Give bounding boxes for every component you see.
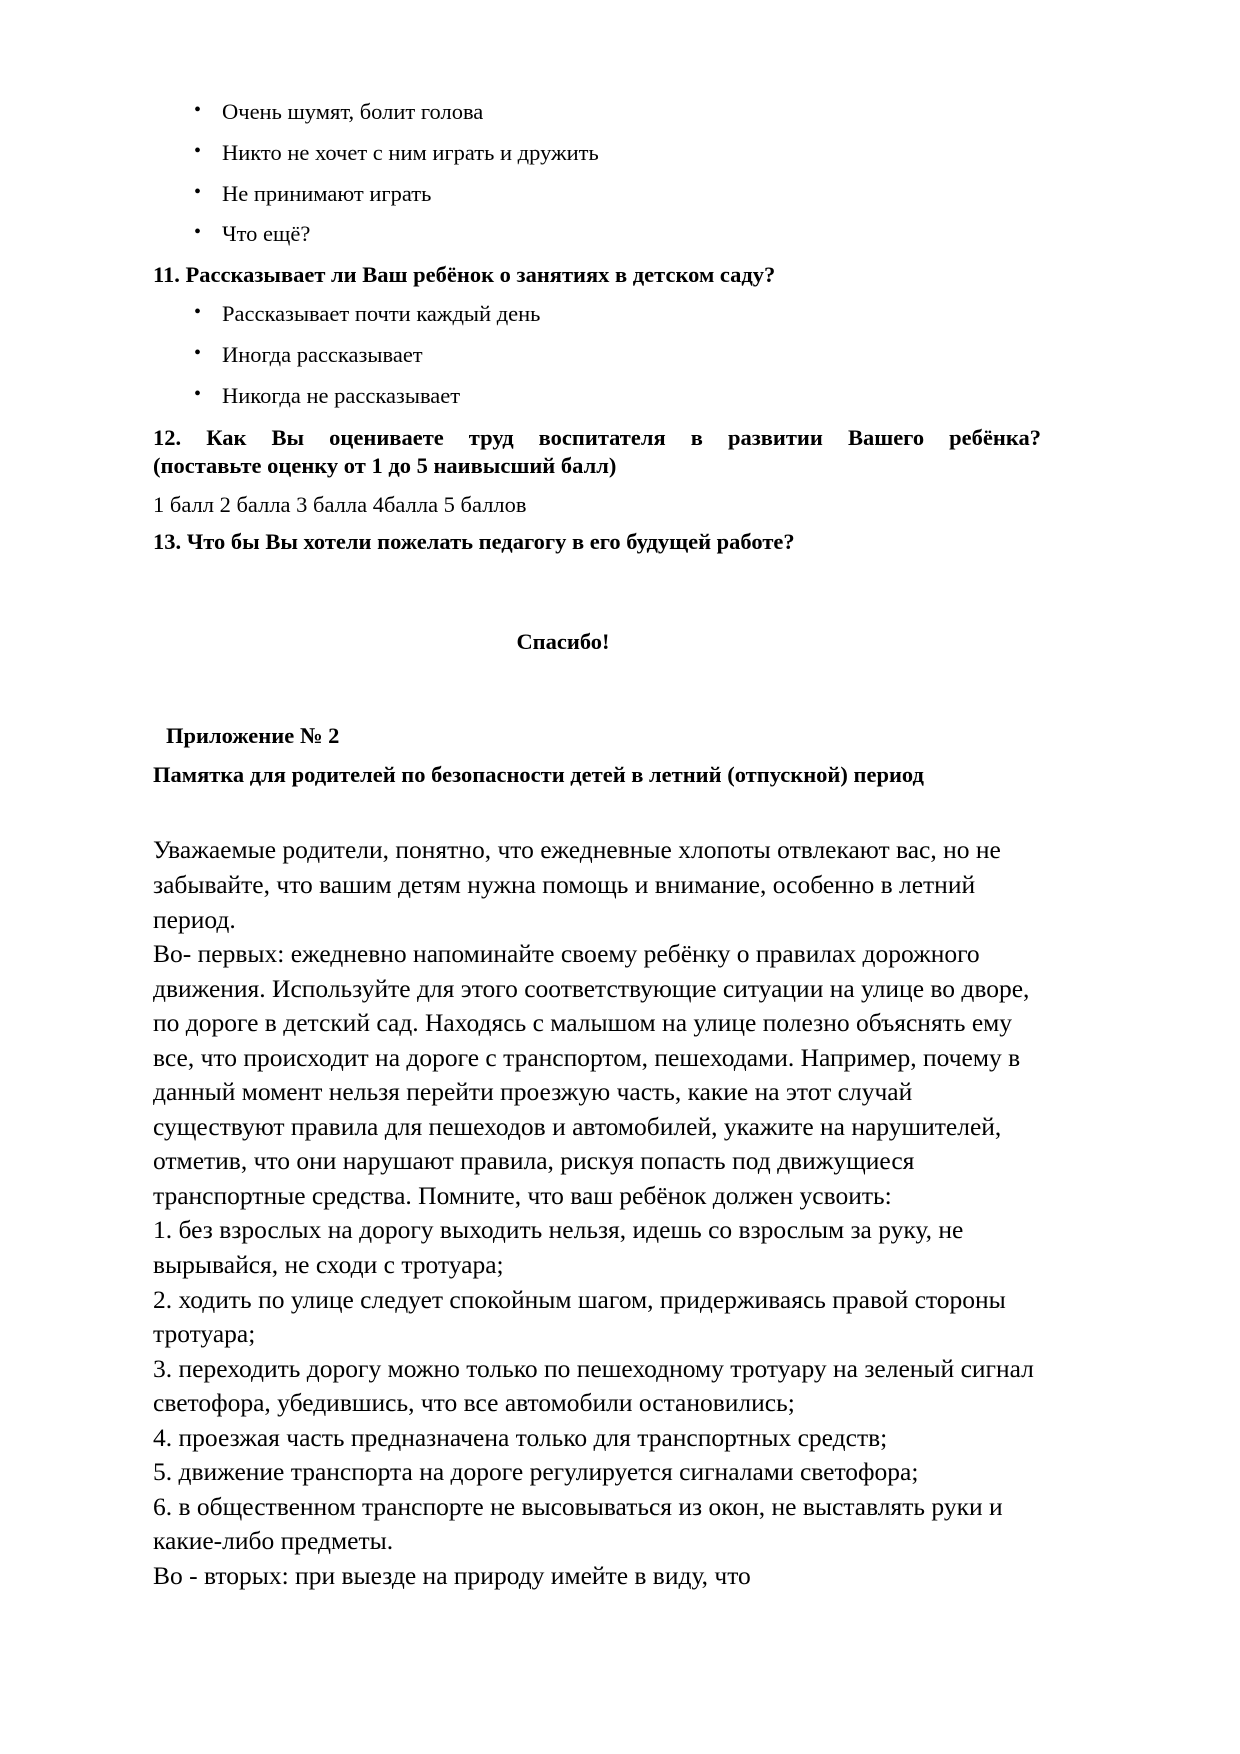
memo-closing-line: Во - вторых: при выезде на природу имейте в виду, что — [153, 1560, 751, 1590]
list-item: • Рассказывает почти каждый день — [153, 302, 1053, 326]
list-item: • Не принимают играть — [153, 182, 1053, 206]
list-item: • Никогда не рассказывает — [153, 384, 1053, 408]
q11-options-list — [153, 302, 1053, 408]
page-content — [153, 100, 1053, 1593]
list-item: • Никто не хочет с ним играть и дружить — [153, 141, 1053, 165]
memo-body-section — [153, 833, 1045, 1593]
memo-paragraph-first-point: Во- первых: ежедневно напоминайте своему ребёнку о правилах дорожного движения. Используйте для этого соответствующие ситуации на улице во дворе, по дороге в детский сад. Находясь с малышом на улице полезно объяснять ему все, что происходит на дороге с транспортом, пешеходами. Например, почему в данный момент нельзя перейти проезжую часть, какие на этот случай существуют правила для пешеходов и автомобилей, укажите на нарушителей, отметив, что они нарушают правила, рискуя попасть под движущиеся транспортные средства. Помните, что ваш ребёнок должен усвоить: — [153, 939, 1030, 1210]
list-item: • Очень шумят, болит голова — [153, 100, 1053, 124]
question-12-heading-line2: (поставьте оценку от 1 до 5 наивысший балл) — [153, 452, 617, 478]
memo-paragraph-intro: Уважаемые родители, понятно, что ежедневные хлопоты отвлекают вас, но не забывайте, что вашим детям нужна помощь и внимание, особенно в летний период. — [153, 835, 1001, 934]
memo-rule-5: 5. движение транспорта на дороге регулируется сигналами светофора; — [153, 1457, 919, 1487]
appendix-number-label: Приложение № 2 — [166, 723, 340, 749]
memo-title: Памятка для родителей по безопасности детей в летний (отпускной) период — [153, 761, 924, 787]
memo-rule-2: 2. ходить по улице следует спокойным шагом, придерживаясь правой стороны тротуара; — [153, 1284, 1006, 1349]
list-item: • Что ещё? — [153, 222, 1053, 246]
memo-rule-4: 4. проезжая часть предназначена только для транспортных средств; — [153, 1422, 888, 1452]
question-12-heading-line1: 12. Как Вы оцениваете труд воспитателя в развитии Вашего ребёнка? — [153, 425, 1041, 451]
questionnaire-section — [153, 100, 1053, 789]
memo-rule-3: 3. переходить дорогу можно только по пешеходному тротуару на зеленый сигнал светофора, убедившись, что все автомобили остановились; — [153, 1353, 1034, 1418]
question-13-heading: 13. Что бы Вы хотели пожелать педагогу в его будущей работе? — [153, 529, 795, 555]
question-11-heading: 11. Рассказывает ли Ваш ребёнок о занятиях в детском саду? — [153, 262, 776, 288]
question-12-scale: 1 балл 2 балла 3 балла 4балла 5 баллов — [153, 492, 527, 518]
question-12-heading — [153, 424, 1041, 479]
q10-options-list — [153, 100, 1053, 247]
memo-rule-6: 6. в общественном транспорте не высовываться из окон, не выставлять руки и какие-либо предметы. — [153, 1491, 1003, 1556]
list-item: • Иногда рассказывает — [153, 343, 1053, 367]
thanks-note: Спасибо! — [516, 628, 610, 654]
memo-rule-1: 1. без взрослых на дорогу выходить нельзя, идешь со взрослым за руку, не вырывайся, не сходи с тротуара; — [153, 1215, 964, 1279]
